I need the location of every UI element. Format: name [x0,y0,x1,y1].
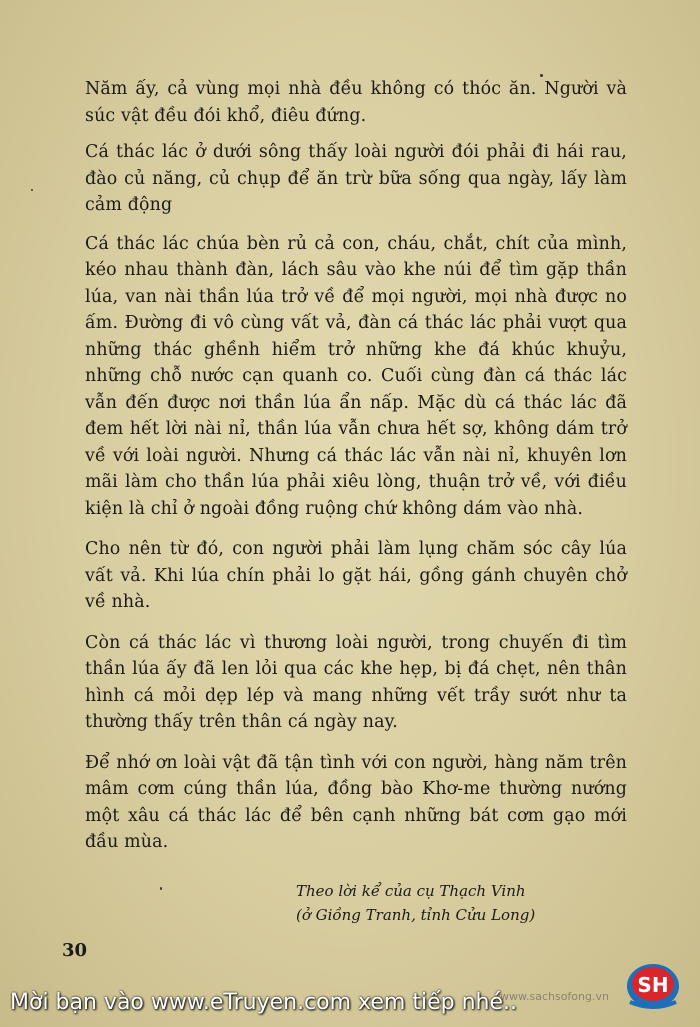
footer-banner[interactable]: Mời bạn vào www.eTruyen.com xem tiếp nhé.. [10,990,517,1015]
credit-line-2: (ở Giồng Tranh, tỉnh Cửu Long) [296,906,536,924]
story-text [85,76,627,870]
paragraph-2: Cá thác lác ở dưới sông thấy loài người đói phải đi hái rau, đào củ năng, củ chụp để ăn trừ bữa sống qua ngày, lấy làm cảm động [85,142,627,215]
print-speck [31,189,33,191]
paragraph-5: Còn cá thác lác vì thương loài người, trong chuyến đi tìm thần lúa ấy đã len lỏi qua các khe hẹp, bị đá chẹt, nên thân hình cá mỏi dẹp lép và mang những vết trầy sướt như ta thường thấy trên thân cá ngày nay. [85,632,627,732]
paragraph-3: Cá thác lác chúa bèn rủ cả con, cháu, chắt, chít của mình, kéo nhau thành đàn, lách sâu vào khe núi để tìm gặp thần lúa, van nài thần lúa trở về để mọi người, mọi nhà được no ấm. Đường đi vô cùng vất vả, đàn cá thác lác phải vượt qua những thác ghềnh hiểm trở những khe đá khúc khuỷu, những chỗ nước cạn quanh co. Cuối cùng đàn cá thác lác vẫn đến được nơi thần lúa ẩn nấp. Mặc dù cá thác lác đã đem hết lời nài nỉ, thần lúa vẫn chưa hết sợ, không dám trở về với loài người. Nhưng cá thác lác vẫn nài nỉ, khuyên lơn mãi làm cho thần lúa phải xiêu lòng, thuận trở về, với điều kiện là chỉ ở ngoài đồng ruộng chứ không dám vào nhà. [85,233,627,519]
source-credit [296,879,535,927]
paragraph-6: Để nhớ ơn loài vật đã tận tình với con người, hàng năm trên mâm cơm cúng thần lúa, đồng bào Khơ-me thường nướng một xâu cá thác lác để bên cạnh những bát cơm gạo mới đầu mùa. [85,752,627,852]
publisher-logo-icon [622,962,684,1012]
logo-text: SH [637,973,669,997]
watermark-site: www.sachsofong.vn [500,990,609,1003]
page-number: 30 [62,940,88,961]
paragraph-4: Cho nên từ đó, con người phải làm lụng chăm sóc cây lúa vất vả. Khi lúa chín phải lo gặt hái, gồng gánh chuyên chở về nhà. [85,539,627,612]
paragraph-1: Năm ấy, cả vùng mọi nhà đều không có thóc ăn. Người và súc vật đều đói khổ, điêu đứng. [85,79,627,126]
credit-line-1: Theo lời kể của cụ Thạch Vinh [296,882,526,900]
print-speck [160,887,162,890]
